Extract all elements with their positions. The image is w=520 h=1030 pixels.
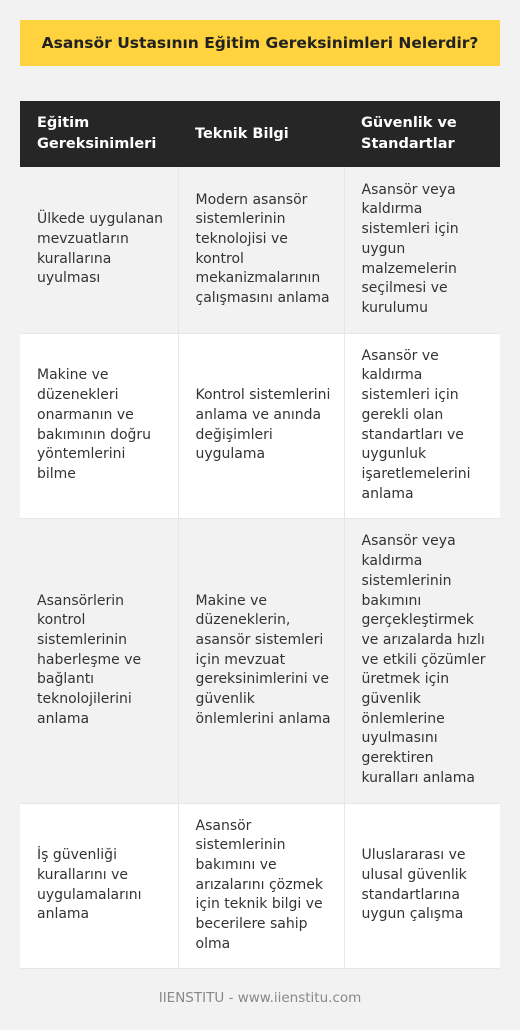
table-cell: Asansör ve kaldırma sistemleri için gerekli olan standartları ve uygunluk işaretlemelerini anlama [344, 333, 500, 518]
table-cell: Asansör veya kaldırma sistemleri için uygun malzemelerin seçilmesi ve kurulumu [344, 167, 500, 333]
table-cell: Kontrol sistemlerini anlama ve anında değişimleri uygulama [178, 333, 344, 518]
header-guvenlik-ve-standartlar: Güvenlik ve Standartlar [344, 101, 500, 167]
table-header-row [20, 101, 500, 167]
table-row [20, 518, 500, 803]
table-row [20, 333, 500, 518]
table-cell: İş güvenliği kurallarını ve uygulamalarını anlama [20, 803, 178, 968]
table-cell: Makine ve düzenekleri onarmanın ve bakımının doğru yöntemlerini bilme [20, 333, 178, 518]
table-row [20, 803, 500, 968]
requirements-table [20, 101, 500, 969]
header-teknik-bilgi: Teknik Bilgi [178, 101, 344, 167]
title-banner [20, 20, 500, 66]
table-cell: Asansör veya kaldırma sistemlerinin bakımını gerçekleştirmek ve arızalarda hızlı ve etkili çözümler üretmek için güvenlik önlemlerine uyulmasını gerektiren kuralları anlama [344, 518, 500, 803]
header-egitim-gereksinimleri: Eğitim Gereksinimleri [20, 101, 178, 167]
table-cell: Ülkede uygulanan mevzuatların kurallarına uyulması [20, 167, 178, 333]
footer-credit: IIENSTITU - www.iienstitu.com [158, 990, 362, 1006]
table-cell: Asansör sistemlerinin bakımını ve arızalarını çözmek için teknik bilgi ve becerilere sahip olma [178, 803, 344, 968]
table-cell: Uluslararası ve ulusal güvenlik standartlarına uygun çalışma [344, 803, 500, 968]
table-cell: Modern asansör sistemlerinin teknolojisi ve kontrol mekanizmalarının çalışmasını anlama [178, 167, 344, 333]
table-cell: Makine ve düzeneklerin, asansör sistemleri için mevzuat gereksinimlerini ve güvenlik önlemlerini anlama [178, 518, 344, 803]
table-cell: Asansörlerin kontrol sistemlerinin haberleşme ve bağlantı teknolojilerini anlama [20, 518, 178, 803]
page-title: Asansör Ustasının Eğitim Gereksinimleri Nelerdir? [41, 34, 479, 52]
table-row [20, 167, 500, 333]
